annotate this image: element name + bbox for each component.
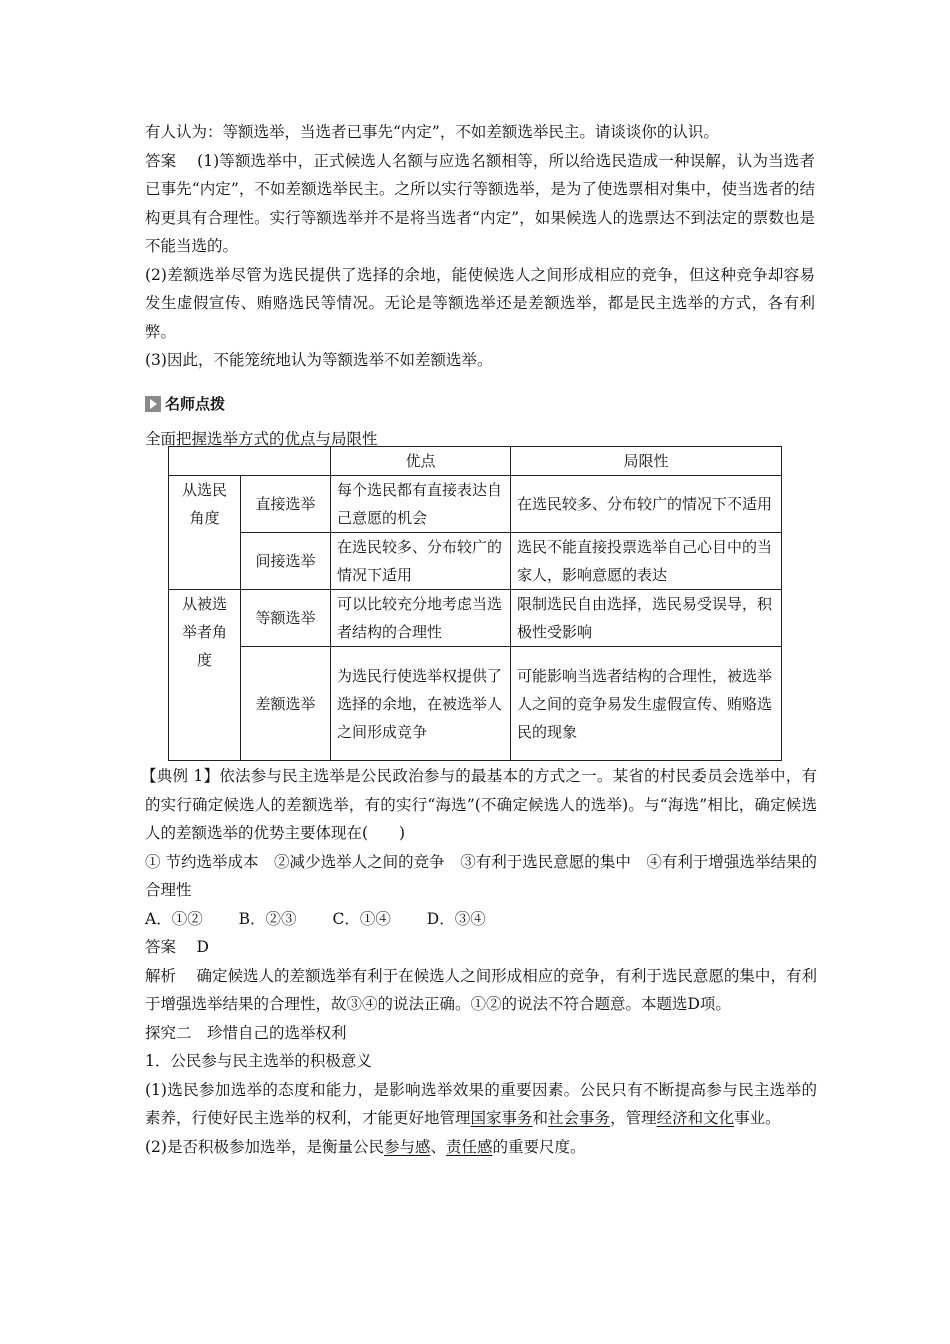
tip-heading-text: 名师点拨 — [165, 395, 226, 413]
para1-text-a: (1)选民参加选举的态度和能力，是影响选举效果的重要因素。公民只有不断提高参与民主选举的素养，行使好民主选举的权利，才能更好地管理 — [145, 1080, 817, 1127]
section2-para2 — [145, 1133, 817, 1162]
example-tag: 【典例 1】 — [141, 767, 220, 785]
section2-point1: 1．公民参与民主选举的积极意义 — [145, 1052, 372, 1070]
row-con: 可能影响当选者结构的合理性，被选举人之间的竞争易发生虚假宣传、贿赂选民的现象 — [511, 647, 782, 761]
table-row — [169, 476, 782, 533]
table-header-row — [169, 447, 782, 476]
table-corner-cell — [169, 447, 331, 476]
option-c: C．①④ — [332, 909, 391, 928]
row-type: 等额选举 — [241, 590, 331, 647]
row-pro: 在选民较多、分布较广的情况下适用 — [331, 533, 511, 590]
section2-title: 探究二 珍惜自己的选举权利 — [145, 1023, 347, 1042]
answer-1 — [145, 147, 815, 261]
play-triangle-icon — [145, 396, 161, 412]
row-type: 差额选举 — [241, 647, 331, 761]
row-type: 间接选举 — [241, 533, 331, 590]
underline-term: 参与感 — [383, 1137, 431, 1156]
answer-1-text: (1)等额选举中，正式候选人名额与应选名额相等，所以给选民造成一种误解，认为当选者已事先“内定”，不如差额选举民主。之所以实行等额选举，是为了使选票相对集中，使当选者的结构更具有合理性。实行等额选举并不是将当选者“内定”，如果候选人的选票达不到法定的票数也是不能当选的。 — [145, 151, 815, 255]
table-row — [169, 590, 782, 647]
para2-text-b: 、 — [430, 1137, 446, 1156]
example-options — [145, 905, 817, 934]
analysis-label: 解析 — [145, 966, 177, 985]
example-analysis — [145, 962, 817, 1019]
row-con: 在选民较多、分布较广的情况下不适用 — [511, 476, 782, 533]
comparison-table — [168, 446, 782, 761]
option-d: D．③④ — [426, 909, 486, 928]
answer-2: (2)差额选举尽管为选民提供了选择的余地，能使候选人之间形成相应的竞争，但这种竞争却容易发生虚假宣传、贿赂选民等情况。无论是等额选举还是差额选举，都是民主选举的方式，各有利弊。 — [145, 265, 815, 341]
row-con: 限制选民自由选择，选民易受误导，积极性受影响 — [511, 590, 782, 647]
option-a: A．①② — [145, 909, 203, 928]
header-pro: 优点 — [331, 447, 511, 476]
example-items: ① 节约选举成本 ②减少选举人之间的竞争 ③有利于选民意愿的集中 ④有利于增强选举结果的合理性 — [145, 852, 817, 899]
row-pro: 每个选民都有直接表达自己意愿的机会 — [331, 476, 511, 533]
row-pro: 为选民行使选举权提供了选择的余地，在被选举人之间形成竞争 — [331, 647, 511, 761]
example-and-section — [141, 762, 817, 1161]
page-top — [145, 118, 815, 453]
underline-term: 经济和文化 — [656, 1109, 735, 1127]
row-pro: 可以比较充分地考虑当选者结构的合理性 — [331, 590, 511, 647]
header-con: 局限性 — [511, 447, 782, 476]
para2-text-a: (2)是否积极参加选举，是衡量公民 — [145, 1137, 384, 1156]
answer-3: (3)因此，不能笼统地认为等额选举不如差额选举。 — [145, 351, 493, 369]
underline-term: 社会事务 — [548, 1109, 611, 1127]
para1-text-d: 事业。 — [734, 1109, 781, 1127]
para1-text-b: 和 — [532, 1109, 549, 1127]
group-label-voter: 从选民角度 — [169, 476, 241, 590]
para1-text-c: ，管理 — [610, 1109, 657, 1127]
row-type: 直接选举 — [241, 476, 331, 533]
example-answer-value: D — [196, 938, 209, 956]
option-b: B．②③ — [238, 909, 297, 928]
example-stem — [141, 762, 817, 848]
example-answer-label: 答案 — [145, 938, 177, 956]
question-text: 有人认为：等额选举，当选者已事先“内定”，不如差额选举民主。请谈谈你的认识。 — [145, 123, 719, 141]
example-stem-text: 依法参与民主选举是公民政治参与的最基本的方式之一。某省的村民委员会选举中，有的实行确定候选人的差额选举，有的实行“海选”(不确定候选人的选举)。与“海选”相比，确定候选人的差额选举的优势主要体现在( ) — [145, 767, 817, 842]
group-label-candidate: 从被选举者角度 — [169, 590, 241, 761]
underline-term: 责任感 — [446, 1137, 493, 1156]
answer-label: 答案 — [145, 151, 177, 170]
example-answer — [145, 933, 817, 962]
row-con: 选民不能直接投票选举自己心目中的当家人，影响意愿的表达 — [511, 533, 782, 590]
tip-subtitle: 全面把握选举方式的优点与局限性 — [145, 429, 378, 448]
table-row — [169, 647, 782, 761]
underline-term: 国家事务 — [470, 1109, 533, 1127]
table-row — [169, 533, 782, 590]
para2-text-c: 的重要尺度。 — [492, 1137, 586, 1156]
section2-para1 — [145, 1076, 817, 1133]
analysis-text: 确定候选人的差额选举有利于在候选人之间形成相应的竞争，有利于选民意愿的集中，有利于增强选举结果的合理性，故③④的说法正确。①②的说法不符合题意。本题选D项。 — [145, 966, 817, 1013]
tip-heading — [145, 389, 815, 419]
